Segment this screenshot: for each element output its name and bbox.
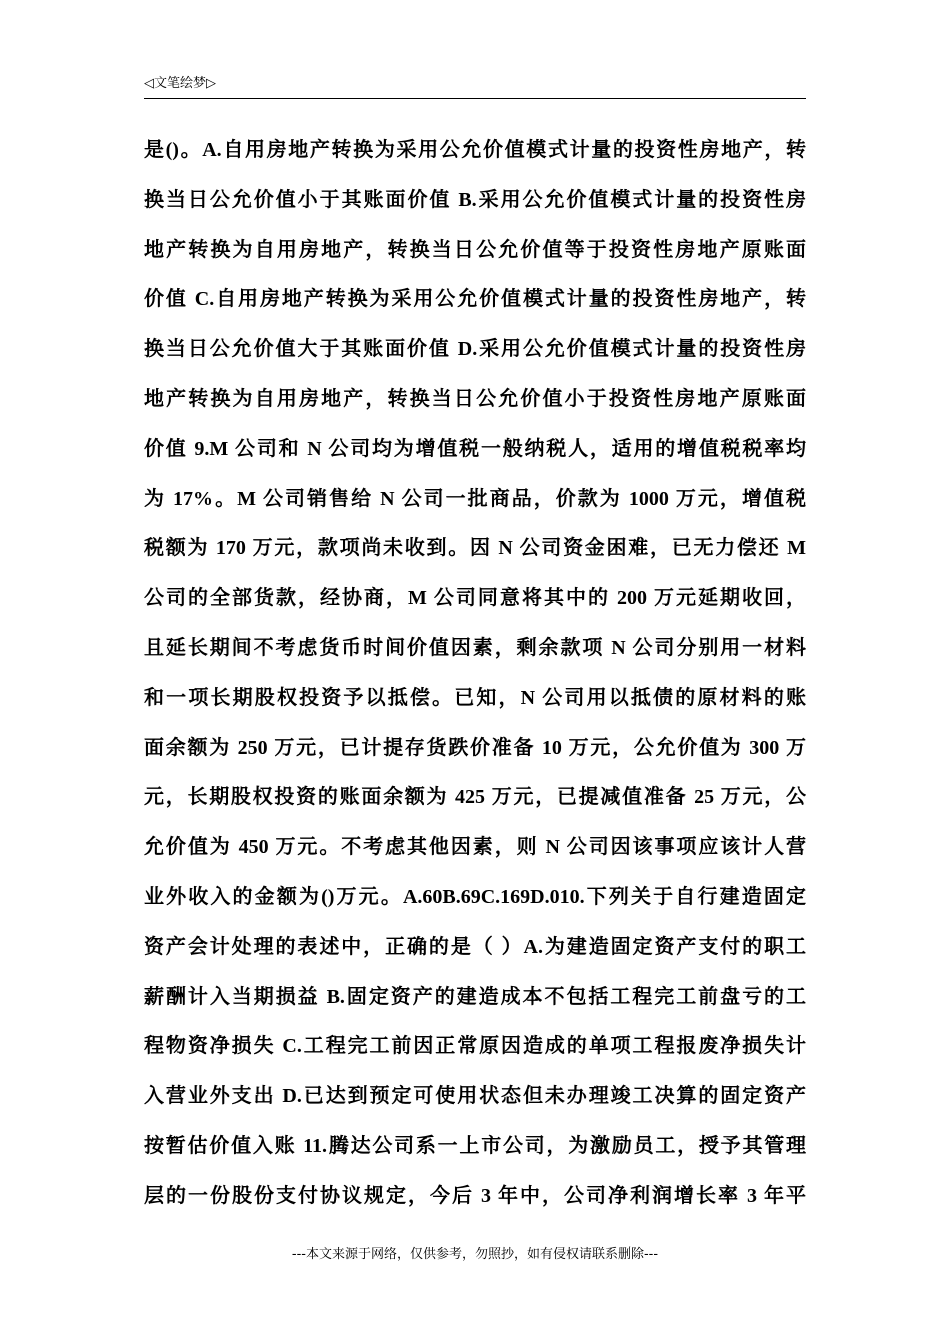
- text-line: 允价值为 450 万元。不考虑其他因素，则 N 公司因该事项应该计人营: [144, 836, 806, 859]
- text-line: 为 17%。M 公司销售给 N 公司一批商品，价款为 1000 万元，增值税: [144, 487, 806, 510]
- text-line: 按暂估价值入账 11.腾达公司系一上市公司，为激励员工，授予其管理: [144, 1134, 806, 1157]
- text-line: 是()。A.自用房地产转换为采用公允价值模式计量的投资性房地产，转: [144, 139, 806, 161]
- text-line: 且延长期间不考虑货币时间价值因素，剩余款项 N 公司分别用一材料: [144, 636, 806, 659]
- text-line: 面余额为 250 万元，已计提存货跌价准备 10 万元，公允价值为 300 万: [144, 736, 806, 759]
- text-line: 入营业外支出 D.已达到预定可使用状态但未办理竣工决算的固定资产: [144, 1085, 806, 1108]
- page-footer: ---本文来源于网络，仅供参考，勿照抄，如有侵权请联系删除---: [291, 1247, 659, 1262]
- text-line: 价值 9.M 公司和 N 公司均为增值税一般纳税人，适用的增值税税率均: [144, 437, 806, 460]
- text-line: 价值 C.自用房地产转换为采用公允价值模式计量的投资性房地产，转: [144, 288, 806, 311]
- text-line: 公司的全部货款，经协商，M 公司同意将其中的 200 万元延期收回，: [144, 587, 806, 610]
- text-line: 地产转换为自用房地产，转换当日公允价值等于投资性房地产原账面: [144, 238, 806, 261]
- text-line: 换当日公允价值小于其账面价值 B.采用公允价值模式计量的投资性房: [144, 188, 806, 211]
- document-body: [144, 126, 806, 1222]
- header-title: ◁文笔绘梦▷: [144, 76, 216, 91]
- text-line: 业外收入的金额为()万元。A.60B.69C.169D.010.下列关于自行建造固定: [144, 885, 806, 908]
- text-line: 薪酬计入当期损益 B.固定资产的建造成本不包括工程完工前盘亏的工: [144, 985, 806, 1008]
- text-line: 换当日公允价值大于其账面价值 D.采用公允价值模式计量的投资性房: [144, 338, 806, 361]
- text-line: 税额为 170 万元，款项尚未收到。因 N 公司资金困难，已无力偿还 M: [144, 537, 806, 560]
- page-header: [144, 74, 806, 99]
- text-line: 资产会计处理的表述中，正确的是（ ）A.为建造固定资产支付的职工: [144, 935, 806, 958]
- text-line: 层的一份股份支付协议规定，今后 3 年中，公司净利润增长率 3 年平: [144, 1184, 806, 1207]
- text-line: 程物资净损失 C.工程完工前因正常原因造成的单项工程报废净损失计: [144, 1035, 806, 1058]
- text-line: 和一项长期股权投资予以抵偿。已知，N 公司用以抵债的原材料的账: [144, 686, 806, 709]
- text-line: 地产转换为自用房地产，转换当日公允价值小于投资性房地产原账面: [144, 387, 806, 410]
- text-line: 元，长期股权投资的账面余额为 425 万元，已提减值准备 25 万元，公: [144, 786, 806, 809]
